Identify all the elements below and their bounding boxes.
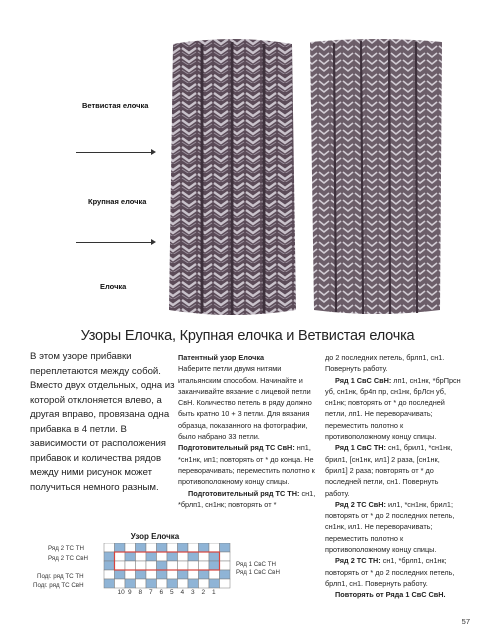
chart-title: Узор Елочка [130,532,180,541]
instruction-paragraph: Подготовительный ряд ТС СвН: нп1, *сн1нк, ип1; повторять от * до конца. Не переворачивать; переместить полотно к противоположному концу спицы. [178,443,315,487]
instructions-column-1 [178,352,318,510]
chart-row-label: Ряд 1 СвС ТН [236,561,276,568]
arrow-pointer [76,152,154,153]
chart-cell [178,579,189,588]
chart-cell [115,552,126,561]
chart-cell [146,579,157,588]
column-number: 10 [117,589,125,596]
instruction-paragraph: Повторять от Ряда 1 СвС СвН. [335,590,446,600]
instruction-paragraph: Ряд 2 ТС СвН: ил1, *сн1нк, брил1; повторять от * до 2 последних петель, сн1нк, ил1. Не переворачивать; переместить полотно к противоположному концу спицы. [325,499,455,555]
chart-cell [115,579,126,588]
chart-cell [178,543,189,552]
intro-paragraph: В этом узоре прибавки переплетаются между собой. Вместо двух отдельных, одна из которой отклоняется влево, а другая вправо, провязана одна прибавка в 4 петли. В зависимости от расположения прибавок и количества рядов между ними рисунок может получиться немного разным. [30,351,175,493]
chart-cell [209,543,220,552]
chart-cell [115,543,126,552]
chart-cell [136,543,147,552]
instruction-paragraph: Патентный узор Елочка [178,353,265,362]
chart-cell [146,561,157,570]
chart-cell [209,579,220,588]
chart-cell [104,570,115,579]
chart-cell [104,543,115,552]
label-large-herringbone: Крупная елочка [88,197,147,206]
chart-cell [188,579,199,588]
chart-cell [104,579,115,588]
column-number: 8 [138,589,143,596]
chart-cell [115,570,126,579]
instructions-column-2 [325,352,463,601]
chart-cell [188,543,199,552]
arrow-pointer [76,242,154,243]
instruction-paragraph: Ряд 1 СвС ТН: сн1, брил1, *сн1нк, брил1, [сн1нк, ил1] 2 раза, [сн1нк, брил1] 2 раза; повторять от * до последней петли, сн1. Повернуть работу. [325,443,453,498]
column-number: 5 [170,589,174,596]
instruction-paragraph: Подготовительный ряд ТС ТН: сн1, *брлп1, сн1нк; повторять от * [178,488,316,509]
chart-cell [209,552,220,561]
column-number: 3 [191,589,195,596]
chart-cell [220,579,231,588]
label-branched-herringbone: Ветвистая елочка [82,101,149,110]
chart-cell [199,552,210,561]
column-number: 1 [212,589,216,596]
chart-row-label: Подг. ряд ТС СвН [33,582,84,589]
column-number: 4 [180,589,185,596]
knit-photo-right [306,38,446,318]
chart-cell [125,579,136,588]
chart-cell [199,561,210,570]
chart-cell [125,561,136,570]
chart-cell [188,552,199,561]
chart-cell [220,552,231,561]
chart-cell [136,570,147,579]
chart-cell [146,543,157,552]
chart-cell [199,543,210,552]
chart-cell [188,561,199,570]
instruction-paragraph: до 2 последних петель, брлп1, сн1. Повернуть работу. [325,353,445,374]
chart-cell [220,543,231,552]
chart-row-label: Ряд 1 СвС СвН [236,569,280,576]
chart-cell [167,543,178,552]
chart-cell [125,552,136,561]
chart-cell [178,570,189,579]
chart-cell [136,579,147,588]
chart-cell [115,561,126,570]
chart-cell [157,561,168,570]
chart-cell [157,570,168,579]
column-number: 9 [128,589,132,596]
column-number: 2 [201,589,206,596]
chart-cell [157,543,168,552]
chart-cell [178,552,189,561]
column-number: 6 [159,589,164,596]
chart-cell [104,561,115,570]
chart-cell [136,552,147,561]
chart-row-label: Подг. ряд ТС ТН [37,573,84,580]
page-number: 57 [461,617,470,626]
page-title: Узоры Елочка, Крупная елочка и Ветвистая елочка [80,328,415,344]
chart-row-label: Ряд 2 ТС СвН [48,555,88,562]
chart-cell [167,561,178,570]
chart-row-label: Ряд 2 ТС ТН [48,545,84,552]
chart-cell [209,561,220,570]
chart-cell [220,570,231,579]
chart-cell [199,570,210,579]
chart-cell [220,561,231,570]
knitting-chart [96,543,236,589]
chart-cell [104,552,115,561]
column-number: 7 [149,589,153,596]
chart-cell [209,570,220,579]
instruction-paragraph: Наберите петли двумя нитями итальянским способом. Начинайте и заканчивайте вязание с лицевой петли СвН. Количество петель в ряду должно быть кратно 10 + 3 петли. Для вязания образца, показанного на фотографии, было набрано 33 петли. [178,364,312,442]
chart-cell [167,552,178,561]
chart-cell [178,561,189,570]
instruction-paragraph: Ряд 2 ТС ТН: сн1, *брлп1, сн1нк; повторять от * до 2 последних петель, брлп1, сн1. Повернуть работу. [325,556,455,588]
chart-cell [157,552,168,561]
chart-cell [167,570,178,579]
chart-cell [167,579,178,588]
chart-cell [125,570,136,579]
chart-cell [125,543,136,552]
chart-cell [157,579,168,588]
chart-cell [146,552,157,561]
chart-cell [199,579,210,588]
knit-photo-left [165,38,300,318]
chart-cell [146,570,157,579]
chart-cell [188,570,199,579]
chart-cell [136,561,147,570]
instruction-paragraph: Ряд 1 СвС СвН: лп1, сн1нк, *брПрсн уб, сн1нк, бр4п пр, сн1нк, брЛсн уб, сн1нк; повторять от * до последней петли, лп1. Не переворачивать; переместить полотно к противоположному концу спицы. [325,375,461,442]
label-herringbone: Елочка [100,282,127,291]
